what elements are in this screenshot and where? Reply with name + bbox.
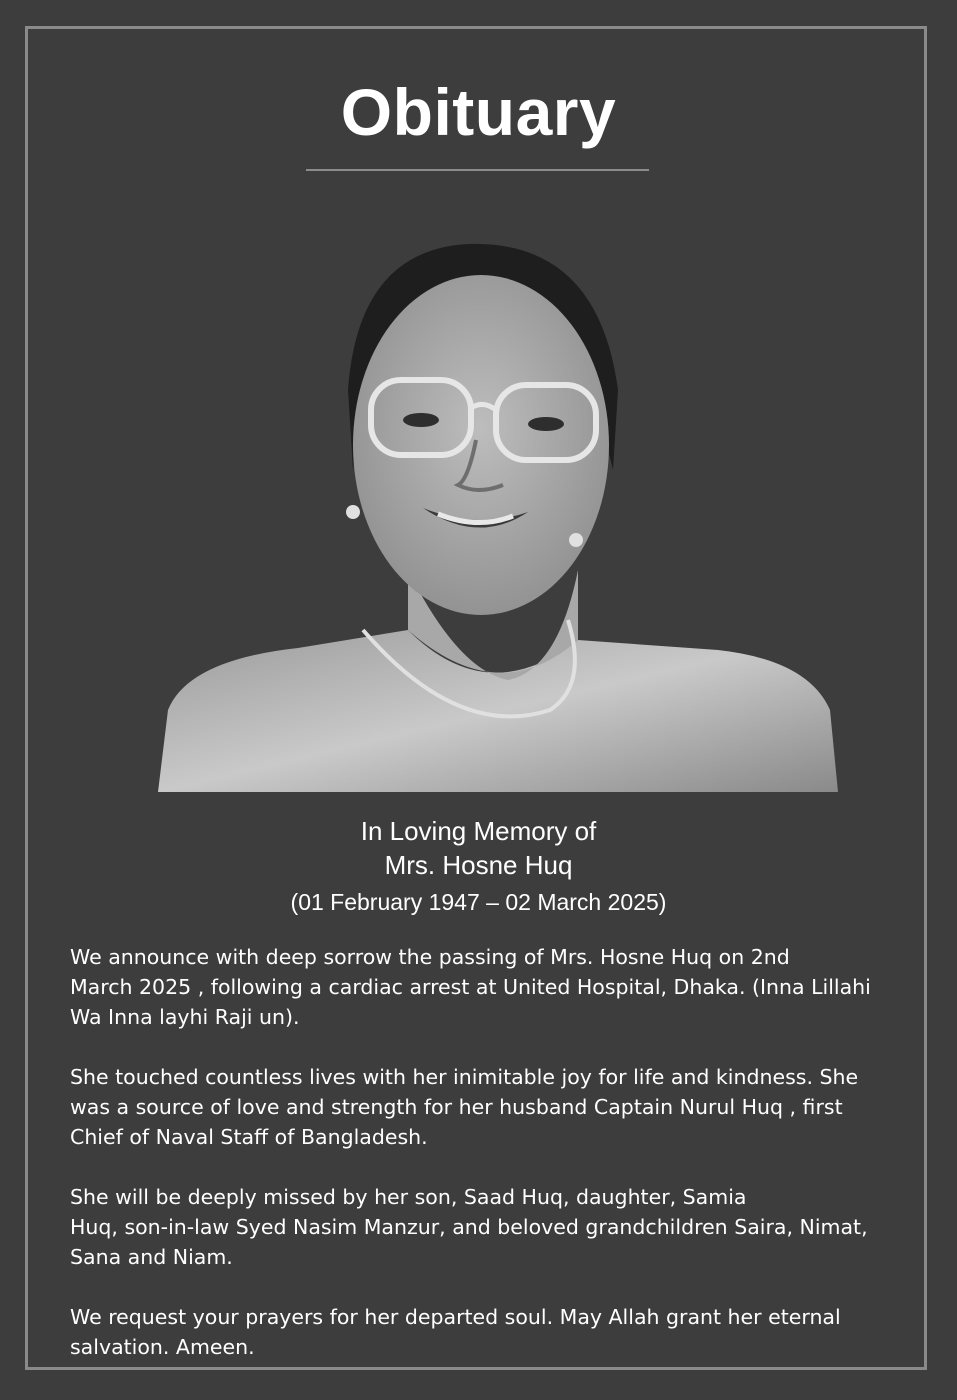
portrait-photo xyxy=(158,240,838,792)
obituary-body xyxy=(70,942,900,1392)
saree-shape xyxy=(158,630,838,792)
title-divider xyxy=(306,169,649,171)
face-shape xyxy=(353,275,609,615)
prayer-paragraph: We request your prayers for her departed soul. May Allah grant her eternal salvation. Ameen. xyxy=(70,1305,841,1359)
announcement-paragraph: We announce with deep sorrow the passing of Mrs. Hosne Huq on 2nd March 2025 , following a cardiac arrest at United Hospital, Dhaka. (Inna Lillahi Wa Inna layhi Raji un). xyxy=(70,945,871,1029)
life-dates: (01 February 1947 – 02 March 2025) xyxy=(290,889,667,915)
page-title: Obituary xyxy=(340,75,617,149)
tribute-paragraph: She touched countless lives with her inimitable joy for life and kindness. She was a source of love and strength for her husband Captain Nurul Huq , first Chief of Naval Staff of Bangladesh. xyxy=(70,1065,859,1149)
family-paragraph: She will be deeply missed by her son, Saad Huq, daughter, Samia Huq, son-in-law Syed Nasim Manzur, and beloved grandchildren Saira, Nimat, Sana and Niam. xyxy=(70,1185,868,1269)
memory-heading: In Loving Memory of xyxy=(360,816,597,846)
deceased-name: Mrs. Hosne Huq xyxy=(384,850,573,880)
